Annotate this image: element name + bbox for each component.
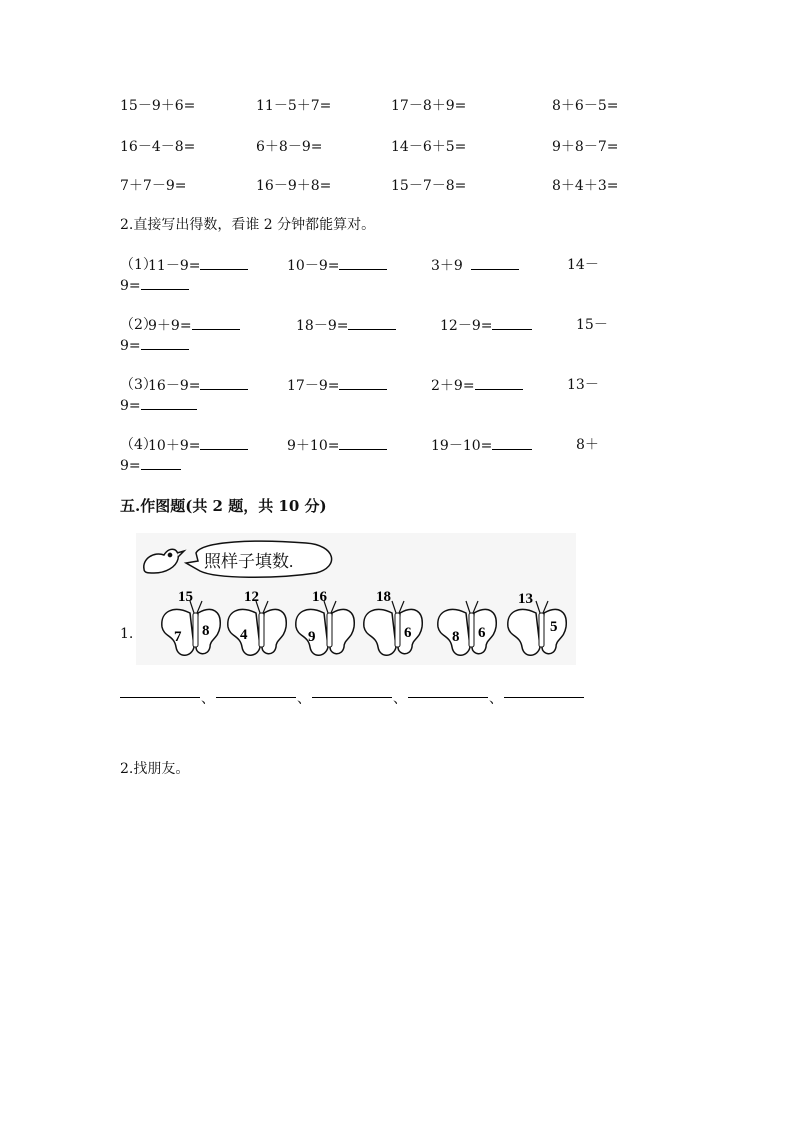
butterfly-right-number: 8	[202, 623, 210, 639]
equation: 9＋8－7=	[552, 139, 619, 155]
butterfly-right-number: 6	[478, 625, 486, 641]
answer-line[interactable]	[408, 697, 488, 698]
answer-blank[interactable]	[471, 256, 519, 270]
equation: 11－5＋7=	[256, 98, 332, 114]
answer-line[interactable]	[504, 697, 584, 698]
equation: 17－9=	[287, 376, 387, 395]
butterfly-left-number: 4	[240, 627, 248, 643]
equation: 15－7－8=	[391, 178, 467, 194]
butterfly-right-number: 6	[404, 625, 412, 641]
equation-wrap: 13－	[567, 377, 599, 393]
butterfly-right-number: 5	[550, 619, 558, 635]
equation: 18－9=	[296, 316, 396, 335]
equation: 10＋9=	[148, 436, 248, 455]
equation: 9＋9=	[148, 316, 240, 335]
equation: 9＋10=	[287, 436, 387, 455]
butterfly-top-number: 18	[376, 589, 391, 605]
butterfly-left-number: 9	[308, 629, 316, 645]
equation-wrap: 8＋	[576, 437, 599, 453]
equation: 16－9=	[148, 376, 248, 395]
butterfly-top-number: 12	[244, 589, 259, 605]
equation: 12－9=	[440, 316, 532, 335]
answer-blank[interactable]	[492, 436, 532, 450]
equation-tail: 9=	[120, 456, 181, 475]
answer-blank[interactable]	[339, 376, 387, 390]
speech-text: 照样子填数.	[204, 552, 294, 571]
equation: 16－4－8=	[120, 139, 196, 155]
row-number: （3）	[120, 377, 157, 393]
equation: 8＋6－5=	[552, 98, 619, 114]
answer-blank[interactable]	[141, 276, 189, 290]
butterfly-top-number: 13	[518, 591, 533, 607]
equation-wrap: 15－	[576, 317, 608, 333]
answer-blank[interactable]	[475, 376, 523, 390]
answer-blank[interactable]	[141, 396, 197, 410]
answer-blank[interactable]	[339, 256, 387, 270]
equation: 11－9=	[148, 256, 248, 275]
answer-blank[interactable]	[200, 436, 248, 450]
separator: 、	[297, 691, 311, 707]
equation-tail: 9=	[120, 336, 189, 355]
row-number: （4）	[120, 437, 157, 453]
answer-line[interactable]	[216, 697, 296, 698]
answer-blank[interactable]	[141, 456, 181, 470]
equation: 19－10=	[431, 436, 532, 455]
answer-line[interactable]	[312, 697, 392, 698]
equation: 7＋7－9=	[120, 178, 187, 194]
answer-blank[interactable]	[492, 316, 532, 330]
equation: 14－6＋5=	[391, 139, 467, 155]
butterfly-top-number: 16	[312, 589, 327, 605]
butterfly-illustration	[136, 533, 576, 669]
separator: 、	[201, 691, 215, 707]
section-heading: 五.作图题(共 2 题，共 10 分)	[120, 497, 327, 515]
equation: 8＋4＋3=	[552, 178, 619, 194]
equation: 15－9＋6=	[120, 98, 196, 114]
exercise-2-title: 2.直接写出得数，看谁 2 分钟都能算对。	[120, 217, 376, 233]
answer-blank[interactable]	[339, 436, 387, 450]
equation-wrap: 14－	[567, 257, 599, 273]
answer-blank[interactable]	[141, 336, 189, 350]
question-number: 1.	[120, 626, 134, 642]
answer-blank[interactable]	[200, 256, 248, 270]
equation: 10－9=	[287, 256, 387, 275]
equation: 6＋8－9=	[256, 139, 323, 155]
separator: 、	[489, 691, 503, 707]
equation: 16－9＋8=	[256, 178, 332, 194]
separator: 、	[393, 691, 407, 707]
butterfly-left-number: 8	[452, 629, 460, 645]
answer-blank[interactable]	[348, 316, 396, 330]
butterfly-top-number: 15	[178, 589, 193, 605]
equation: 3＋9	[431, 256, 519, 275]
equation: 17－8＋9=	[391, 98, 467, 114]
butterfly-left-number: 7	[174, 629, 182, 645]
row-number: （2）	[120, 317, 157, 333]
equation-tail: 9=	[120, 276, 189, 295]
row-number: （1）	[120, 257, 157, 273]
answer-line[interactable]	[120, 697, 200, 698]
answer-blank[interactable]	[200, 376, 248, 390]
equation: 2＋9=	[431, 376, 523, 395]
answer-blank[interactable]	[192, 316, 240, 330]
question-2-title: 2.找朋友。	[120, 761, 190, 777]
equation-tail: 9=	[120, 396, 197, 415]
